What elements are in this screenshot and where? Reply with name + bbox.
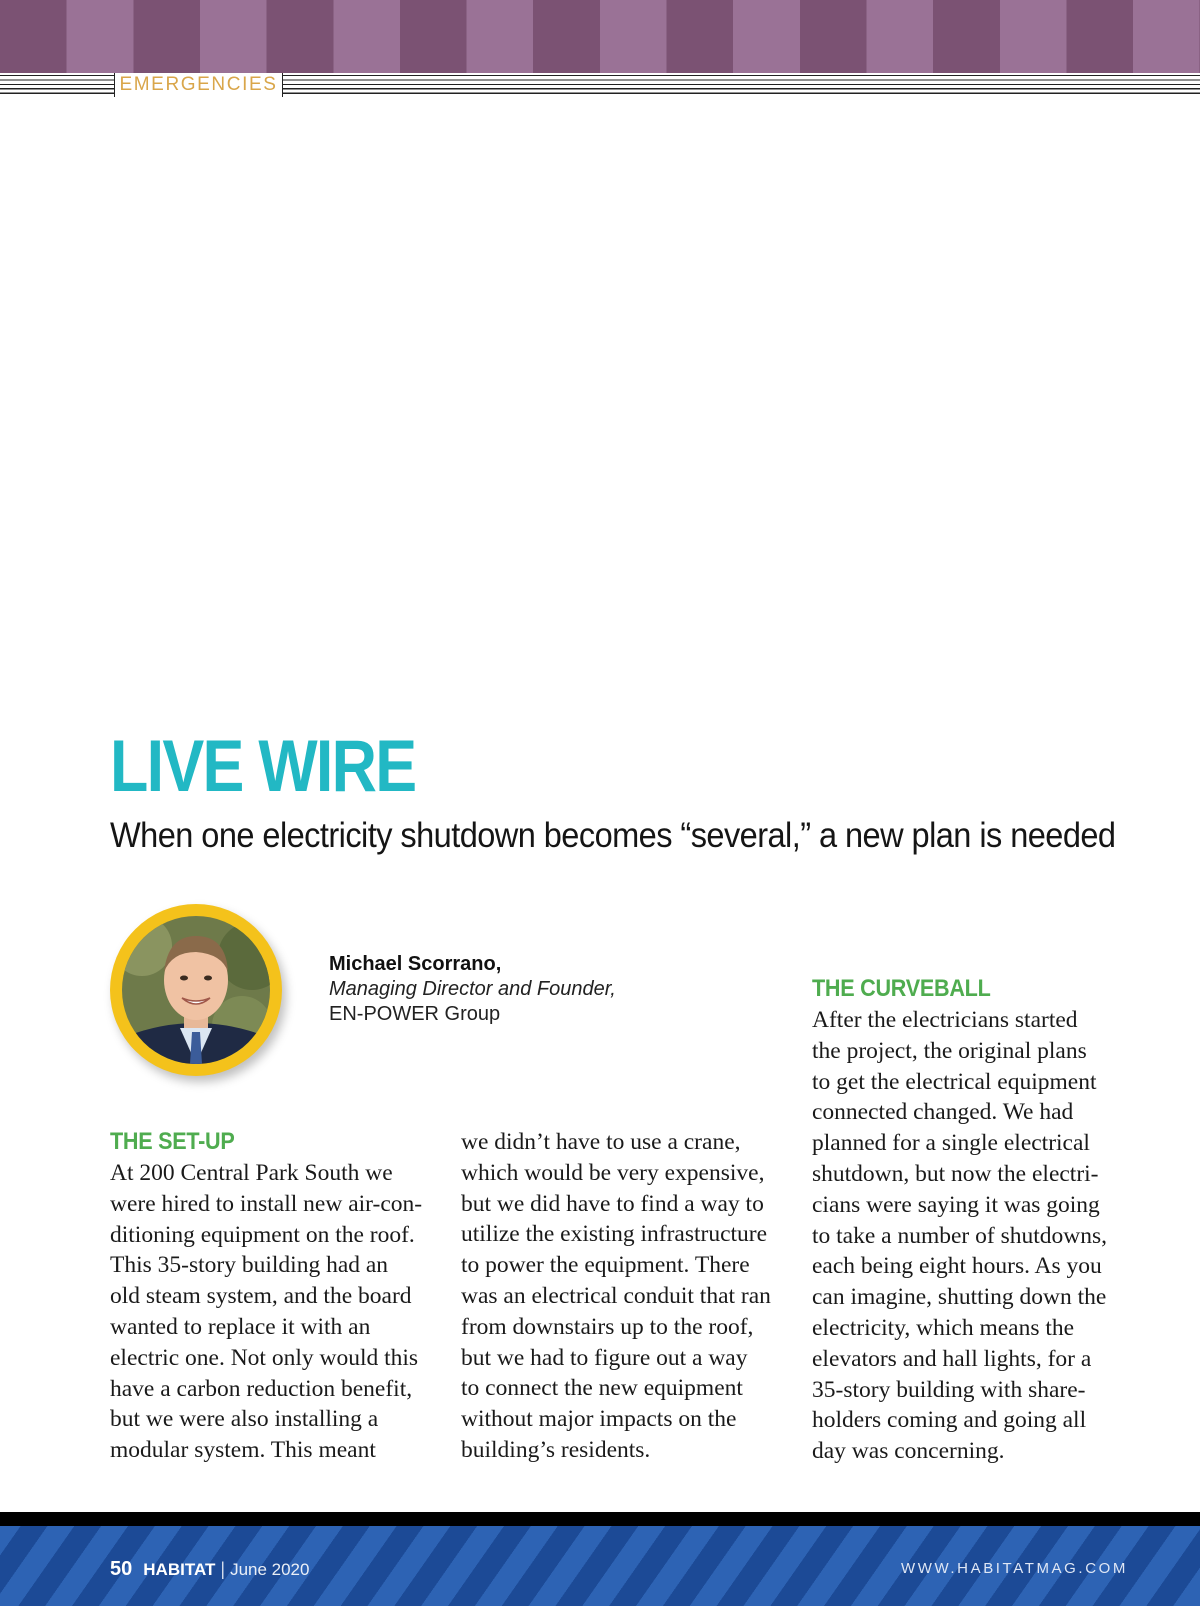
heading-setup: THE SET-UP [110,1128,235,1155]
body-text-line: can imagine, shutting down the [812,1284,1107,1311]
magazine-name: HABITAT [143,1560,216,1579]
heading-curveball: THE CURVEBALL [812,975,991,1002]
author-portrait-icon [122,916,270,1064]
page-number: 50 [110,1558,133,1580]
body-text-line: At 200 Central Park South we [110,1160,393,1186]
section-rule-left [0,75,114,97]
body-text-line: utilize the existing infrastructure [461,1221,768,1248]
body-column-setup [110,1158,422,1466]
author-byline [329,952,616,1027]
body-text-line: connected changed. We had [812,1099,1074,1126]
body-text-line: was an electrical conduit that ran [461,1282,771,1309]
body-text-line: to take a number of shutdowns, [812,1222,1108,1249]
body-text-line: After the electricians started [812,1007,1078,1033]
body-text-line: each being eight hours. As you [812,1253,1102,1280]
body-text-line: but we did have to find a way to [461,1190,764,1217]
body-text-line: from downstairs up to the roof, [461,1313,754,1340]
body-text-line: old steam system, and the board [110,1283,412,1310]
body-text-line: but we had to figure out a way [461,1344,748,1371]
body-text-line: to power the equipment. There [461,1252,750,1279]
footer-rule [0,1512,1200,1526]
section-label-box [114,73,283,97]
body-text-line: were hired to install new air-con- [110,1190,423,1217]
body-column-continued [461,1127,771,1466]
body-text-line: without major impacts on the [461,1406,737,1433]
author-company: EN-POWER Group [329,1003,501,1025]
header-stripe-band [0,0,1200,73]
folio-separator: | [220,1559,226,1579]
body-text-line: This 35-story building had an [110,1252,389,1279]
author-role: Managing Director and Founder, [329,978,616,1000]
issue-date: June 2020 [230,1560,310,1579]
body-text-line: electric one. Not only would this [110,1344,419,1371]
author-photo [110,904,282,1076]
body-text-line: shutdown, but now the electri- [812,1160,1099,1187]
body-text-line: to connect the new equipment [461,1375,743,1402]
body-text-line: ditioning equipment on the roof. [110,1221,415,1248]
body-text-line: cians were saying it was going [812,1191,1100,1218]
body-text-line: the project, the original plans [812,1037,1087,1064]
body-text-line: modular system. This meant [110,1437,376,1464]
article-title: LIVE WIRE [110,726,416,807]
body-text-line: to get the electrical equipment [812,1068,1097,1095]
folio [110,1558,309,1581]
body-text-line: but we were also installing a [110,1406,379,1433]
body-text-line: which would be very expensive, [461,1159,765,1186]
body-text-line: holders coming and going all [812,1407,1087,1434]
body-text-line: day was concerning. [812,1438,1005,1465]
body-text-line: planned for a single electrical [812,1130,1090,1157]
section-label: EMERGENCIES [119,74,278,95]
body-text-line: building’s residents. [461,1436,651,1463]
body-text-line: 35-story building with share- [812,1376,1086,1403]
author-name: Michael Scorrano, [329,953,502,975]
website-url: WWW.HABITATMAG.COM [900,1560,1128,1577]
body-text-line: elevators and hall lights, for a [812,1345,1092,1372]
body-column-curveball [812,1005,1107,1467]
section-rule-right [283,75,1200,97]
body-text-line: wanted to replace it with an [110,1313,371,1340]
body-text-line: we didn’t have to use a crane, [461,1129,741,1155]
body-text-line: electricity, which means the [812,1314,1075,1341]
article-subtitle: When one electricity shutdown becomes “several,” a new plan is needed [110,816,1116,855]
body-text-line: have a carbon reduction benefit, [110,1375,413,1402]
